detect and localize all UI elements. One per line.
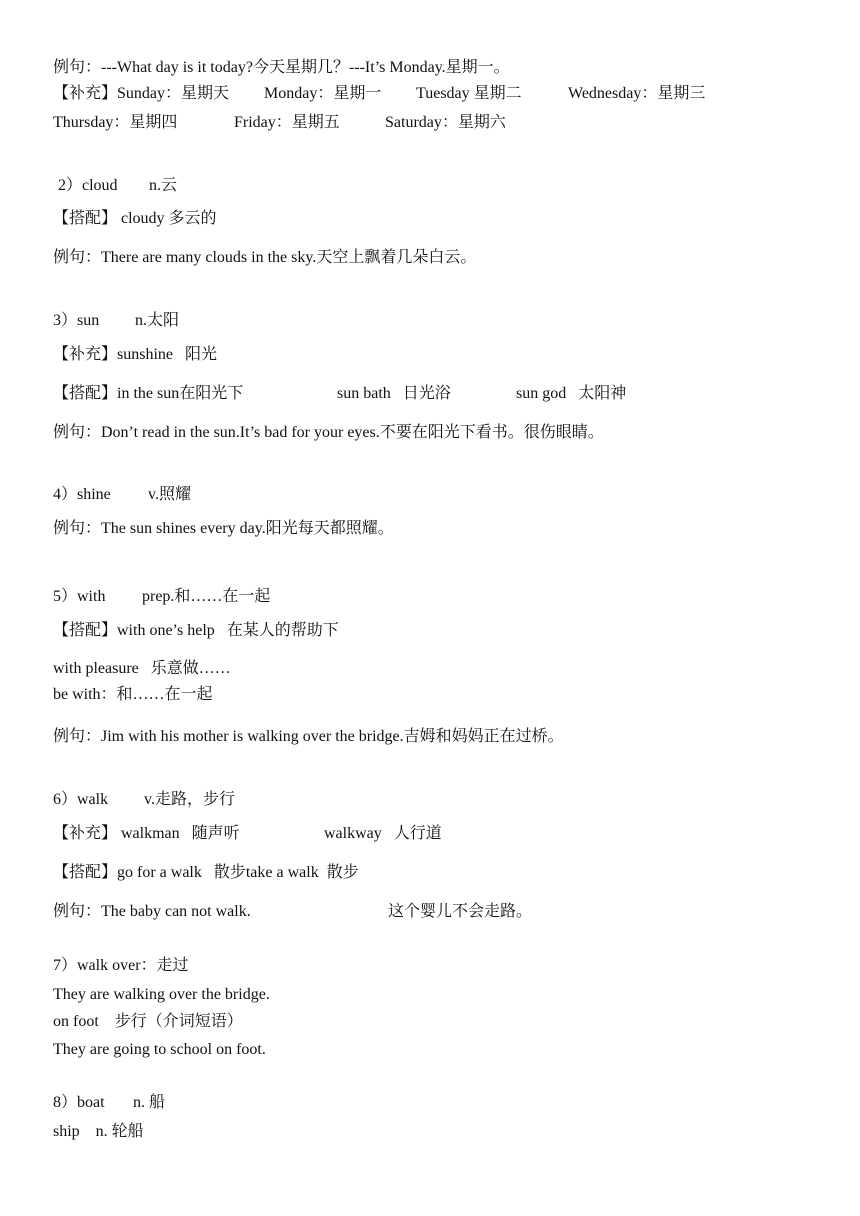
entry-sun-collocation-1: 【搭配】in the sun在阳光下 — [53, 385, 244, 402]
entry-onfoot-example: They are going to school on foot. — [53, 1041, 266, 1058]
supplement-wednesday: Wednesday：星期三 — [568, 85, 706, 102]
entry-walk-supplement — [53, 824, 653, 844]
supplement-monday: Monday：星期一 — [264, 85, 382, 102]
entry-boat-pos: n. 船 — [133, 1094, 166, 1111]
entry-sun-heading — [53, 311, 353, 331]
entry-walk-word: 6）walk — [53, 791, 109, 808]
entry-shine-pos: v.照耀 — [148, 486, 191, 503]
entry-walkover-heading: 7）walk over：走过 — [53, 957, 189, 974]
entry-sun-word: 3）sun — [53, 312, 100, 329]
entry-walkover-example: They are walking over the bridge. — [53, 986, 270, 1003]
entry-walk-example — [53, 902, 653, 922]
entry-cloud-word: 2）cloud — [58, 177, 118, 194]
supplement-sunday: 【补充】Sunday：星期天 — [53, 85, 230, 102]
entry-walk-supplement-2: walkway 人行道 — [324, 825, 442, 842]
entry-cloud-heading — [53, 176, 353, 196]
supplement-tuesday: Tuesday 星期二 — [416, 85, 522, 102]
entry-cloud-collocation: 【搭配】 cloudy 多云的 — [53, 210, 217, 227]
supplement-friday: Friday：星期五 — [234, 114, 340, 131]
entry-shine-heading — [53, 485, 353, 505]
entry-with-phrase-2: be with：和……在一起 — [53, 686, 213, 703]
supplement-weekdays-row1 — [53, 84, 813, 104]
entry-walk-heading — [53, 790, 453, 810]
entry-shine-example: 例句：The sun shines every day.阳光每天都照耀。 — [53, 520, 394, 537]
entry-sun-collocation-2: sun bath 日光浴 — [337, 385, 451, 402]
entry-boat-heading — [53, 1093, 353, 1113]
entry-cloud-pos: n.云 — [149, 177, 178, 194]
entry-sun-pos: n.太阳 — [135, 312, 180, 329]
supplement-thursday: Thursday：星期四 — [53, 114, 178, 131]
entry-walk-collocation: 【搭配】go for a walk 散步take a walk 散步 — [53, 864, 359, 881]
entry-with-pos: prep.和……在一起 — [142, 588, 271, 605]
entry-sun-supplement: 【补充】sunshine 阳光 — [53, 346, 218, 363]
entry-with-heading — [53, 587, 453, 607]
entry-with-word: 5）with — [53, 588, 106, 605]
entry-with-phrase-1: with pleasure 乐意做…… — [53, 660, 231, 677]
entry-with-collocation: 【搭配】with one’s help 在某人的帮助下 — [53, 622, 339, 639]
entry-shine-word: 4）shine — [53, 486, 111, 503]
supplement-saturday: Saturday：星期六 — [385, 114, 506, 131]
entry-walk-example-zh: 这个婴儿不会走路。 — [388, 903, 533, 920]
entry-walk-example-en: 例句：The baby can not walk. — [53, 903, 251, 920]
example-what-day: 例句：---What day is it today?今天星期几？---It’s Monday.星期一。 — [53, 59, 510, 76]
entry-sun-collocation-3: sun god 太阳神 — [516, 385, 627, 402]
entry-onfoot-phrase: on foot 步行（介词短语） — [53, 1013, 243, 1030]
entry-ship-line: ship n. 轮船 — [53, 1123, 144, 1140]
supplement-weekdays-row2 — [53, 113, 813, 133]
entry-walk-supplement-1: 【补充】 walkman 随声听 — [53, 825, 240, 842]
entry-walk-pos: v.走路，步行 — [144, 791, 235, 808]
entry-sun-collocation — [53, 384, 813, 404]
entry-with-example: 例句：Jim with his mother is walking over the bridge.吉姆和妈妈正在过桥。 — [53, 728, 564, 745]
entry-cloud-example: 例句：There are many clouds in the sky.天空上飘着几朵白云。 — [53, 249, 477, 266]
entry-sun-example: 例句：Don’t read in the sun.It’s bad for your eyes.不要在阳光下看书。很伤眼睛。 — [53, 424, 604, 441]
entry-boat-word: 8）boat — [53, 1094, 105, 1111]
